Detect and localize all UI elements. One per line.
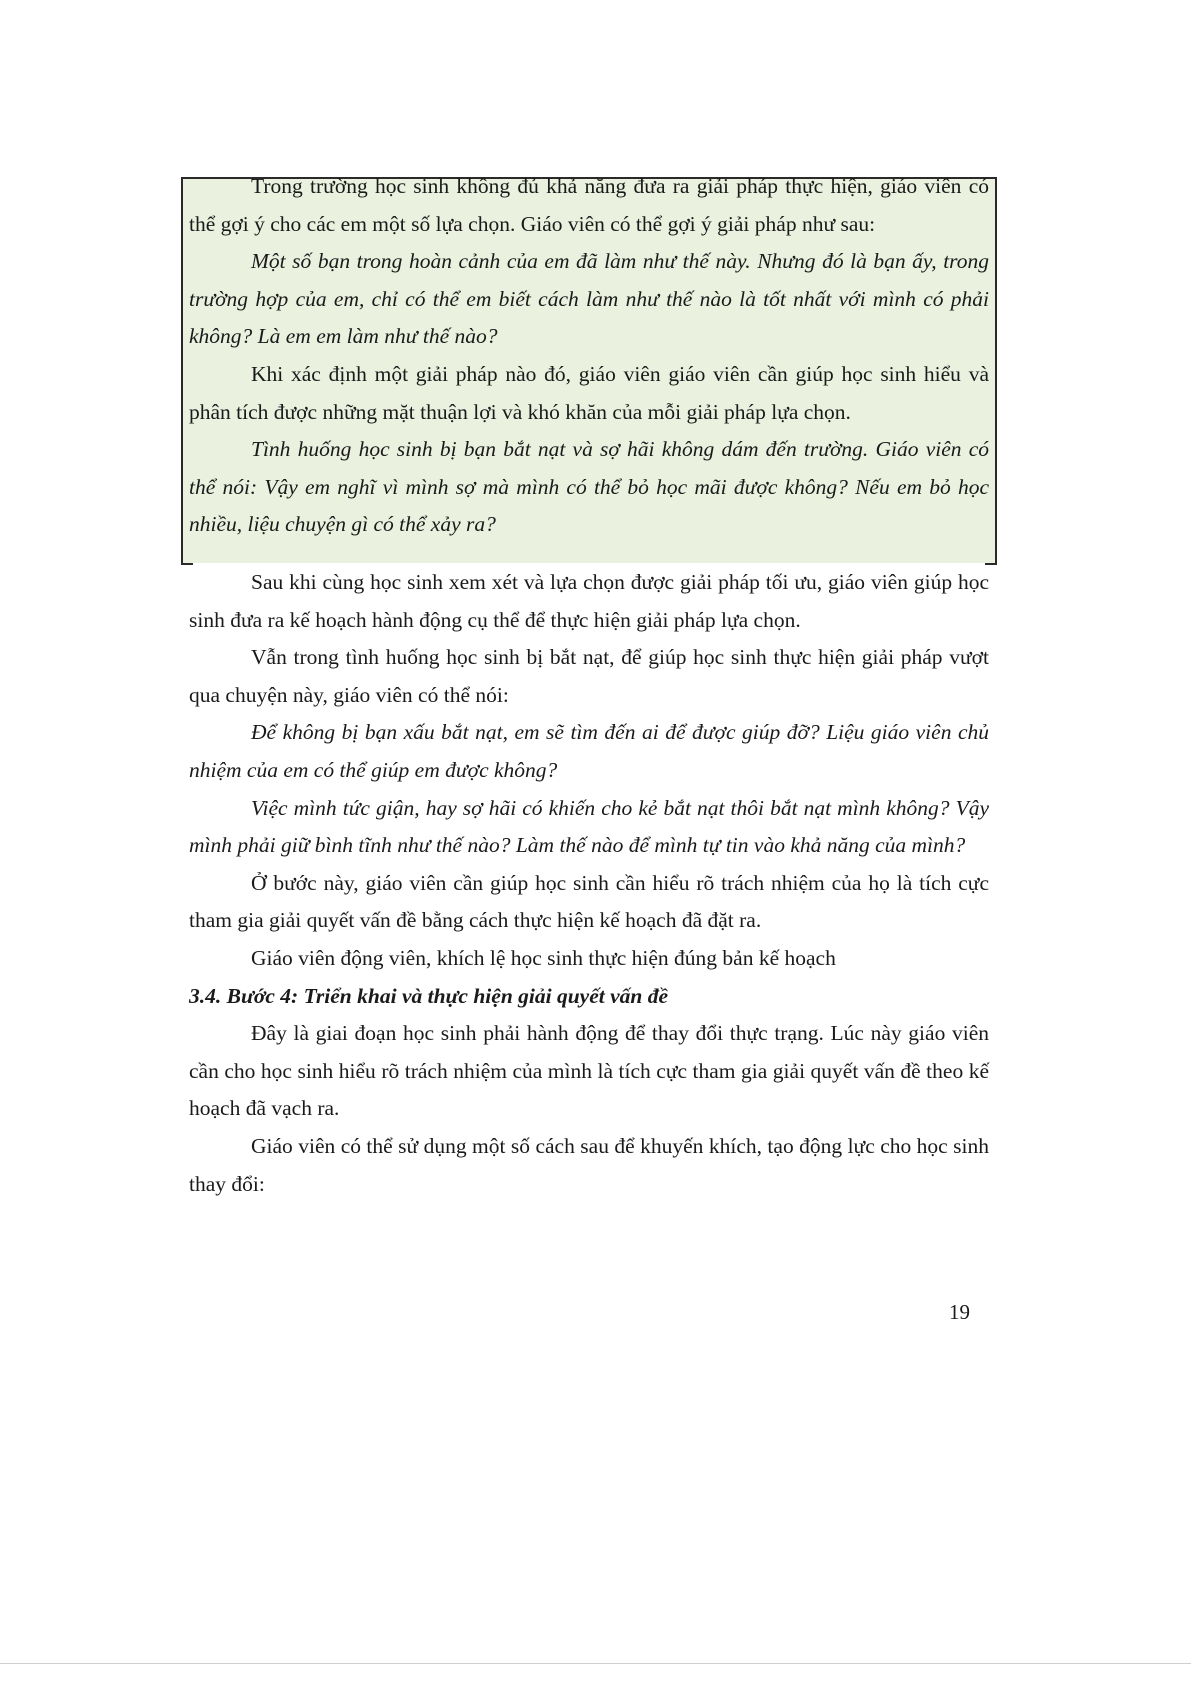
box-paragraph-3: Khi xác định một giải pháp nào đó, giáo viên giáo viên cần giúp học sinh hiểu và phân tích được những mặt thuận lợi và khó khăn của mỗi giải pháp lựa chọn. xyxy=(189,361,989,424)
page-number: 19 xyxy=(949,1300,970,1324)
footer-rule xyxy=(0,1663,1191,1664)
body-text xyxy=(189,564,989,1203)
body-paragraph-7-italic: Để không bị bạn xấu bắt nạt, em sẽ tìm đến ai để được giúp đỡ? Liệu giáo viên chủ nhiệm của em có thể giúp em được không? xyxy=(189,720,989,782)
body-paragraph-5: Sau khi cùng học sinh xem xét và lựa chọn được giải pháp tối ưu, giáo viên giúp học sinh đưa ra kế hoạch hành động cụ thể để thực hiện giải pháp lựa chọn. xyxy=(189,570,989,632)
body-paragraph-9: Ở bước này, giáo viên cần giúp học sinh cần hiểu rõ trách nhiệm của họ là tích cực tham gia giải quyết vấn đề bằng cách thực hiện kế hoạch đã đặt ra. xyxy=(189,870,989,933)
body-paragraph-12: Giáo viên có thể sử dụng một số cách sau để khuyến khích, tạo động lực cho học sinh thay đổi: xyxy=(189,1133,989,1196)
body-paragraph-10: Giáo viên động viên, khích lệ học sinh thực hiện đúng bản kế hoạch xyxy=(251,945,836,970)
box-text xyxy=(189,168,989,544)
body-paragraph-11: Đây là giai đoạn học sinh phải hành động để thay đổi thực trạng. Lúc này giáo viên cần cho học sinh hiểu rõ trách nhiệm của mình là tích cực tham gia giải quyết vấn đề theo kế hoạch đã vạch ra. xyxy=(189,1021,989,1121)
body-paragraph-6: Vẫn trong tình huống học sinh bị bắt nạt, để giúp học sinh thực hiện giải pháp vượt qua chuyện này, giáo viên có thể nói: xyxy=(189,645,989,707)
box-paragraph-1: Trong trường học sinh không đủ khả năng đưa ra giải pháp thực hiện, giáo viên có thể gợi ý cho các em một số lựa chọn. Giáo viên có thể gợi ý giải pháp như sau: xyxy=(189,174,989,236)
body-paragraph-8-italic: Việc mình tức giận, hay sợ hãi có khiến cho kẻ bắt nạt thôi bắt nạt mình không? Vậy mình phải giữ bình tĩnh như thế nào? Làm thế nào để mình tự tin vào khả năng của mình? xyxy=(189,795,989,858)
box-paragraph-2-italic: Một số bạn trong hoàn cảnh của em đã làm như thế này. Nhưng đó là bạn ấy, trong trường hợp của em, chỉ có thể em biết cách làm như thế nào là tốt nhất với mình có phải không? Là em em làm như thế nào? xyxy=(189,249,989,349)
section-heading-3-4: 3.4. Bước 4: Triển khai và thực hiện giải quyết vấn đề xyxy=(189,983,669,1008)
box-paragraph-4-italic: Tình huống học sinh bị bạn bắt nạt và sợ hãi không dám đến trường. Giáo viên có thể nói: Vậy em nghĩ vì mình sợ mà mình có thể bỏ học mãi được không? Nếu em bỏ học nhiều, liệu chuyện gì có thể xảy ra? xyxy=(189,437,989,537)
